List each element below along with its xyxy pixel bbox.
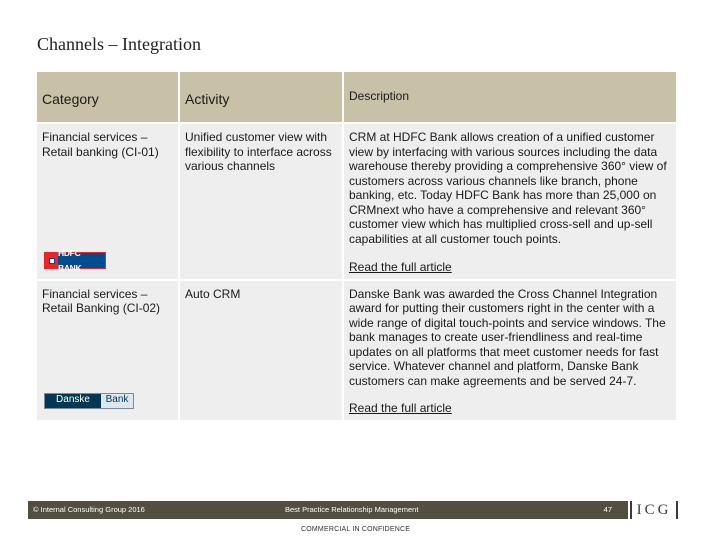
cell-activity: Unified customer view with flexibility to interface across various channels: [180, 124, 342, 281]
confidential-note: COMMERCIAL IN CONFIDENCE: [301, 526, 411, 533]
hdfc-logo-text: HDFC BANK: [58, 253, 105, 268]
cell-category: [37, 124, 178, 281]
category-text: Financial services – Retail banking (CI-01): [42, 130, 159, 159]
page-title: Channels – Integration: [37, 34, 201, 54]
danske-logo-text: Danske: [45, 394, 101, 408]
cell-category: [37, 281, 178, 422]
hdfc-logo-mark-icon: [45, 253, 58, 268]
danske-bank-logo: [44, 393, 134, 409]
table-row: [37, 124, 676, 281]
footer-bar: [28, 501, 628, 519]
header-category: Category: [37, 72, 178, 124]
cell-description: [344, 124, 676, 281]
description-text: Danske Bank was awarded the Cross Channel Integration award for putting their customers right in the center with a wide range of digital touch-points and service windows. The bank manages to create user-friendliness and real-time updates on all platforms that meet customer needs for fast service. Whatever channel and platform, Danske Bank customers can make agreements and be served 24-7.: [349, 286, 666, 388]
footer-copyright: © Internal Consulting Group 2016: [33, 505, 145, 514]
description-text: CRM at HDFC Bank allows creation of a unified customer view by interfacing with various sources including the data warehouse thereby providing a comprehensive 360° view of customers across various channels like branch, phone banking, etc. Today HDFC Bank has more than 25,000 on CRMnext who have a comprehensive and relevant 360° customer view which has multiplied cross-sell and up-sell capabilities at all customer touch points.: [349, 130, 667, 246]
cell-activity: Auto CRM: [180, 281, 342, 422]
read-full-article-link[interactable]: Read the full article: [349, 401, 452, 415]
read-full-article-link[interactable]: Read the full article: [349, 260, 452, 274]
hdfc-bank-logo: [44, 248, 106, 273]
table-header-row: [37, 72, 676, 124]
integration-table: [35, 72, 678, 422]
table-row: [37, 281, 676, 422]
cell-description: [344, 281, 676, 422]
icg-logo: ICG: [630, 501, 678, 519]
bank-logo-text: Bank: [101, 394, 133, 408]
header-activity: Activity: [180, 72, 342, 124]
footer-center-text: Best Practice Relationship Management: [285, 505, 419, 514]
header-description: Description: [344, 72, 676, 124]
page-number: 47: [603, 505, 612, 514]
category-text: Financial services – Retail Banking (CI-02): [42, 286, 161, 315]
